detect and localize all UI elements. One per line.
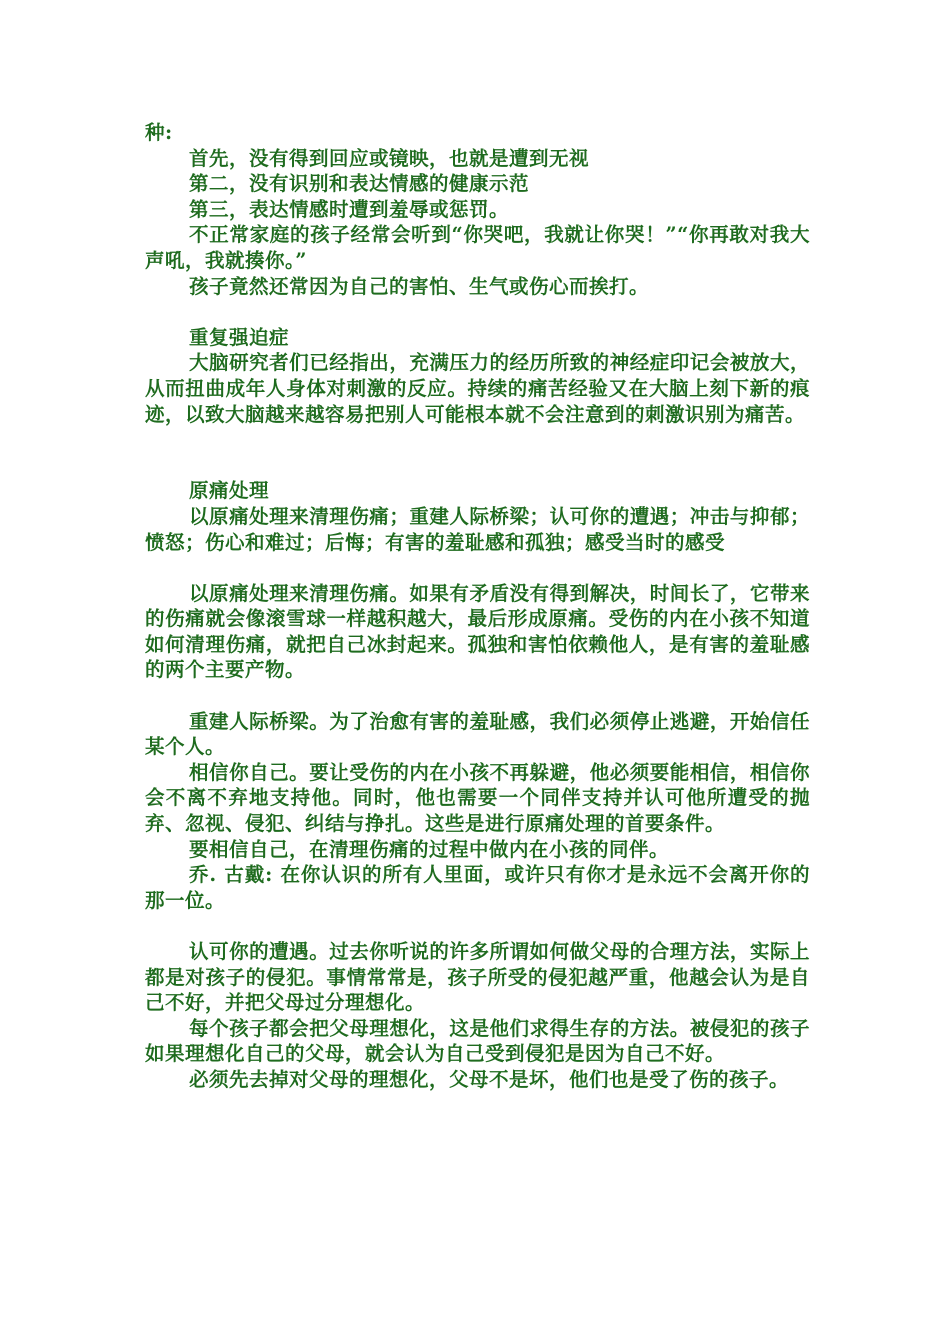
paragraph: 相信你自己。要让受伤的内在小孩不再躲避，他必须要能相信，相信你会不离不弃地支持他。同时，他也需要一个同伴支持并认可他所遭受的抛弃、忽视、侵犯、纠结与挣扎。这些是进行原痛处理的首要条件。: [145, 760, 810, 836]
paragraph: 以原痛处理来清理伤痛。如果有矛盾没有得到解决，时间长了，它带来的伤痛就会像滚雪球一样越积越大，最后形成原痛。受伤的内在小孩不知道如何清理伤痛，就把自己冰封起来。孤独和害怕依赖他人，是有害的羞耻感的两个主要产物。: [145, 581, 810, 682]
paragraph: 必须先去掉对父母的理想化，父母不是坏，他们也是受了伤的孩子。: [189, 1067, 790, 1091]
paragraph: 首先，没有得到回应或镜映，也就是遭到无视: [189, 146, 590, 170]
paragraph: 以原痛处理来清理伤痛；重建人际桥梁；认可你的遭遇；冲击与抑郁；愤怒；伤心和难过；后悔；有害的羞耻感和孤独；感受当时的感受: [145, 504, 810, 554]
paragraph: 重建人际桥梁。为了治愈有害的羞耻感，我们必须停止逃避，开始信任某个人。: [145, 709, 810, 759]
paragraph: 原痛处理: [189, 479, 270, 503]
paragraph: 种:: [145, 121, 173, 144]
paragraph-gap: [145, 299, 810, 325]
paragraph: 要相信自己，在清理伤痛的过程中做内在小孩的同伴。: [189, 837, 670, 861]
paragraph: 乔. 古戴: 在你认识的所有人里面，或许只有你才是永远不会离开你的那一位。: [145, 863, 810, 912]
paragraph-gap: [145, 555, 810, 581]
paragraph: 第二，没有识别和表达情感的健康示范: [189, 172, 530, 196]
paragraph: 每个孩子都会把父母理想化，这是他们求得生存的方法。被侵犯的孩子如果理想化自己的父母，就会认为自己受到侵犯是因为自己不好。: [145, 1016, 810, 1066]
paragraph-gap: [145, 683, 810, 709]
paragraph: 不正常家庭的孩子经常会听到“你哭吧，我就让你哭！”“你再敢对我大声吼，我就揍你。”: [145, 223, 810, 272]
paragraph: 第三，表达情感时遭到羞辱或惩罚。: [189, 197, 510, 221]
paragraph-gap: [145, 913, 810, 939]
paragraph-gap: [145, 427, 810, 478]
paragraph: 重复强迫症: [189, 325, 290, 349]
paragraph: 认可你的遭遇。过去你听说的许多所谓如何做父母的合理方法，实际上都是对孩子的侵犯。事情常常是，孩子所受的侵犯越严重，他越会认为是自己不好，并把父母过分理想化。: [145, 940, 810, 1015]
paragraph: 孩子竟然还常因为自己的害怕、生气或伤心而挨打。: [189, 274, 650, 298]
paragraph: 大脑研究者们已经指出，充满压力的经历所致的神经症印记会被放大，从而扭曲成年人身体对刺激的反应。持续的痛苦经验又在大脑上刻下新的痕迹，以致大脑越来越容易把别人可能根本就不会注意到的刺激识别为痛苦。: [145, 351, 810, 426]
document-page: [145, 120, 810, 1093]
